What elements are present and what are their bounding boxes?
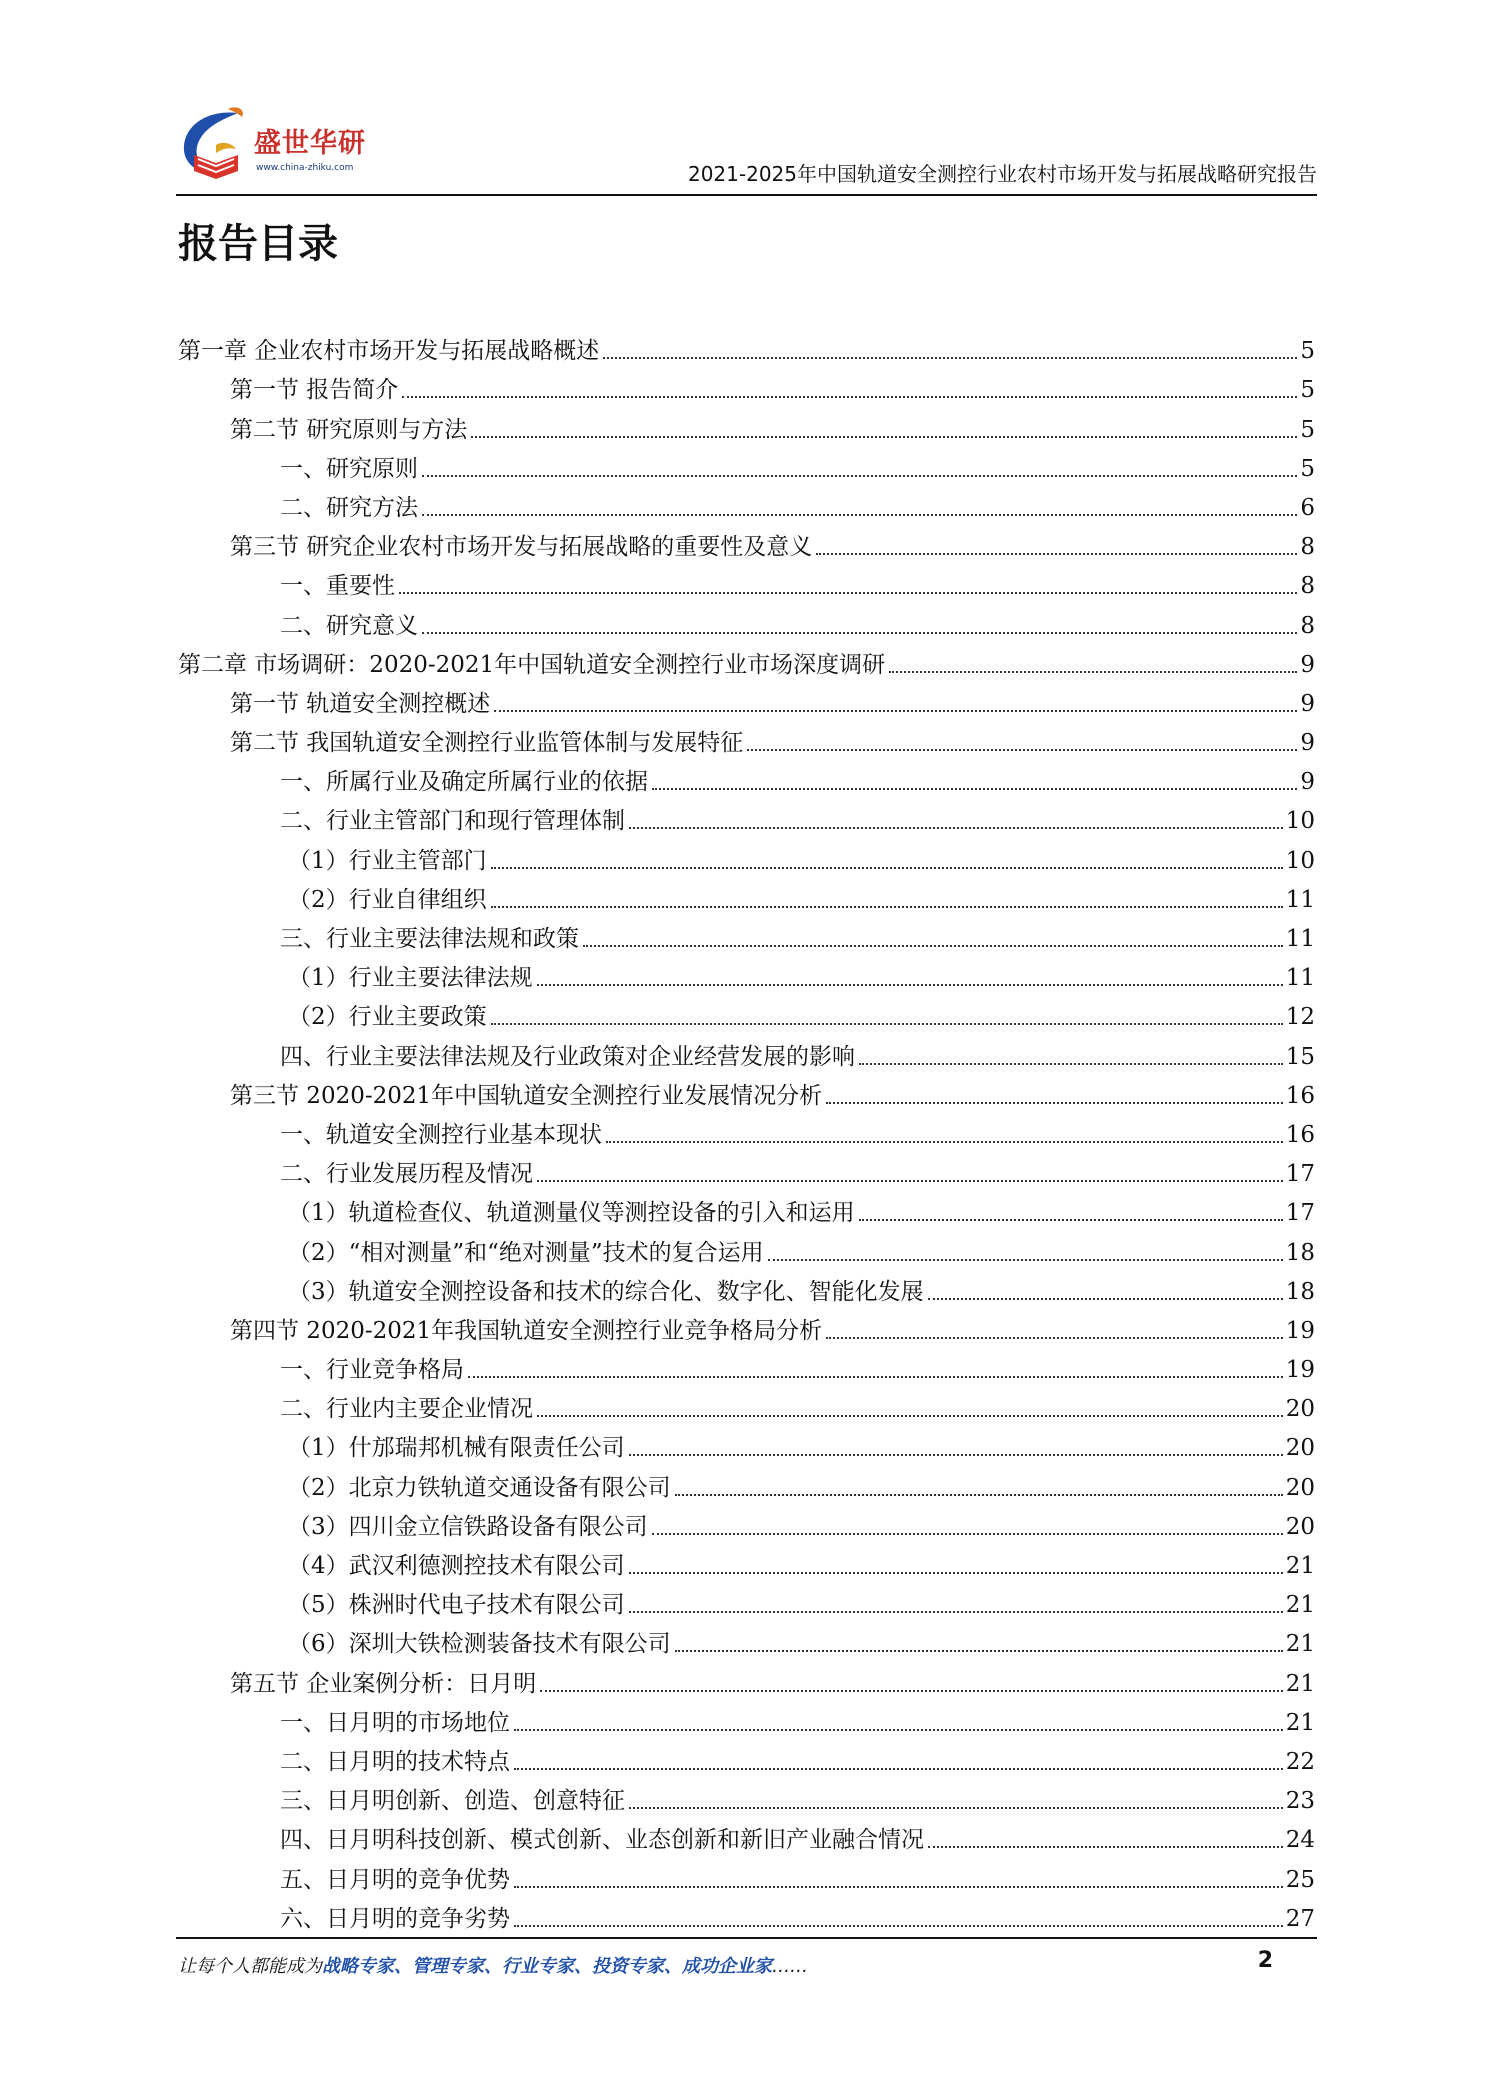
toc-entry-title: （5）株洲时代电子技术有限公司 xyxy=(288,1592,625,1619)
toc-entry-page: 18 xyxy=(1285,1239,1315,1266)
toc-entry-title: 一、研究原则 xyxy=(280,455,418,482)
toc-entry-page: 20 xyxy=(1285,1513,1315,1540)
toc-entry-title: 二、研究意义 xyxy=(280,612,418,639)
toc-entry-page: 9 xyxy=(1300,651,1315,678)
toc-dot-leader xyxy=(422,475,1297,477)
toc-entry-title: （6）深圳大铁检测装备技术有限公司 xyxy=(288,1631,671,1658)
toc-entry[interactable] xyxy=(178,1658,1315,1697)
toc-dot-leader xyxy=(491,906,1283,908)
toc-dot-leader xyxy=(889,671,1297,673)
toc-entry-title: 二、行业内主要企业情况 xyxy=(280,1396,533,1423)
toc-dot-leader xyxy=(652,1533,1283,1535)
toc-dot-leader xyxy=(422,632,1297,634)
toc-entry-page: 16 xyxy=(1285,1121,1315,1148)
toc-entry-title: 三、日月明创新、创造、创意特征 xyxy=(280,1788,625,1815)
toc-dot-leader xyxy=(537,1415,1283,1417)
toc-entry-title: 二、研究方法 xyxy=(280,494,418,521)
toc-entry[interactable] xyxy=(178,679,1315,718)
toc-dot-leader xyxy=(629,1454,1283,1456)
toc-entry-page: 17 xyxy=(1285,1161,1315,1188)
toc-entry-page: 12 xyxy=(1285,1004,1315,1031)
toc-dot-leader xyxy=(514,1886,1283,1888)
footer-slogan-prefix: 让每个人都能成为 xyxy=(178,1956,322,1977)
toc-entry-page: 11 xyxy=(1285,886,1315,913)
toc-entry[interactable] xyxy=(178,1031,1315,1070)
toc-entry-title: 四、行业主要法律法规及行业政策对企业经营发展的影响 xyxy=(280,1043,855,1070)
toc-entry[interactable] xyxy=(178,1776,1315,1815)
toc-entry-page: 16 xyxy=(1285,1082,1315,1109)
toc-entry-page: 19 xyxy=(1285,1357,1315,1384)
toc-entry-page: 25 xyxy=(1285,1866,1315,1893)
toc-entry-page: 5 xyxy=(1300,455,1315,482)
toc-entry-title: 二、行业主管部门和现行管理体制 xyxy=(280,808,625,835)
toc-entry-page: 24 xyxy=(1285,1827,1315,1854)
toc-entry-title: （2）行业自律组织 xyxy=(288,886,487,913)
toc-entry-title: 第三节 2020-2021年中国轨道安全测控行业发展情况分析 xyxy=(230,1082,823,1109)
toc-dot-leader xyxy=(603,357,1297,359)
toc-dot-leader xyxy=(629,1807,1283,1809)
toc-entry-title: （2）“相对测量”和“绝对测量”技术的复合运用 xyxy=(288,1239,764,1266)
toc-entry-page: 8 xyxy=(1300,573,1315,600)
toc-entry[interactable] xyxy=(178,600,1315,639)
toc-entry[interactable] xyxy=(178,1854,1315,1893)
toc-entry-title: 第一章 企业农村市场开发与拓展战略概述 xyxy=(178,338,600,365)
toc-entry[interactable] xyxy=(178,1619,1315,1658)
toc-entry-title: 一、重要性 xyxy=(280,573,395,600)
toc-entry-page: 19 xyxy=(1285,1317,1315,1344)
toc-dot-leader xyxy=(652,788,1297,790)
toc-entry-title: （2）行业主要政策 xyxy=(288,1004,487,1031)
footer-slogan-suffix: …… xyxy=(772,1956,808,1977)
toc-entry[interactable] xyxy=(178,1698,1315,1737)
toc-entry[interactable] xyxy=(178,1149,1315,1188)
toc-entry-page: 27 xyxy=(1285,1905,1315,1932)
toc-dot-leader xyxy=(514,1729,1283,1731)
toc-entry-page: 21 xyxy=(1285,1631,1315,1658)
toc-dot-leader xyxy=(514,1768,1283,1770)
toc-entry[interactable] xyxy=(178,1071,1315,1110)
toc-entry[interactable] xyxy=(178,640,1315,679)
toc-dot-leader xyxy=(816,553,1297,555)
toc-entry[interactable] xyxy=(178,1541,1315,1580)
page-number: 2 xyxy=(1257,1948,1273,1973)
toc-entry[interactable] xyxy=(178,1815,1315,1854)
toc-dot-leader xyxy=(537,984,1283,986)
toc-entry[interactable] xyxy=(178,404,1315,443)
toc-dot-leader xyxy=(491,867,1283,869)
toc-entry-page: 6 xyxy=(1300,494,1315,521)
toc-entry[interactable] xyxy=(178,365,1315,404)
toc-entry-title: 第一节 轨道安全测控概述 xyxy=(230,690,491,717)
logo-name: 盛世华研 xyxy=(254,128,366,159)
toc-entry[interactable] xyxy=(178,1306,1315,1345)
toc-entry-page: 15 xyxy=(1285,1043,1315,1070)
toc-entry[interactable] xyxy=(178,483,1315,522)
toc-entry[interactable] xyxy=(178,757,1315,796)
toc-entry[interactable] xyxy=(178,1737,1315,1776)
toc-entry-page: 21 xyxy=(1285,1553,1315,1579)
toc-entry[interactable] xyxy=(178,1267,1315,1306)
toc-dot-leader xyxy=(629,1572,1283,1574)
toc-entry[interactable] xyxy=(178,718,1315,757)
toc-entry[interactable] xyxy=(178,1580,1315,1619)
toc-entry-page: 21 xyxy=(1285,1670,1315,1697)
toc-dot-leader xyxy=(859,1063,1283,1065)
toc-entry[interactable] xyxy=(178,1384,1315,1423)
toc-entry-page: 9 xyxy=(1300,769,1315,796)
toc-entry[interactable] xyxy=(178,992,1315,1031)
toc-entry-page: 10 xyxy=(1285,847,1315,874)
toc-dot-leader xyxy=(928,1846,1283,1848)
toc-entry[interactable] xyxy=(178,1894,1315,1933)
toc-entry-title: 六、日月明的竞争劣势 xyxy=(280,1905,510,1932)
toc-entry-page: 20 xyxy=(1285,1396,1315,1423)
toc-dot-leader xyxy=(402,396,1297,398)
toc-entry[interactable] xyxy=(178,914,1315,953)
toc-dot-leader xyxy=(514,1925,1283,1927)
toc-entry-page: 18 xyxy=(1285,1278,1315,1305)
toc-entry-page: 22 xyxy=(1285,1748,1315,1775)
toc-entry[interactable] xyxy=(178,1188,1315,1227)
toc-entry[interactable] xyxy=(178,1110,1315,1149)
toc-entry-page: 8 xyxy=(1300,612,1315,639)
toc-entry-title: 二、日月明的技术特点 xyxy=(280,1748,510,1775)
toc-dot-leader xyxy=(826,1102,1283,1104)
toc-entry-title: （1）轨道检查仪、轨道测量仪等测控设备的引入和运用 xyxy=(288,1200,855,1227)
toc-dot-leader xyxy=(675,1494,1283,1496)
toc-entry-title: 第四节 2020-2021年我国轨道安全测控行业竞争格局分析 xyxy=(230,1317,823,1344)
footer-divider xyxy=(176,1937,1317,1939)
toc-dot-leader xyxy=(859,1219,1283,1221)
toc-entry-page: 17 xyxy=(1285,1200,1315,1227)
toc-entry-page: 21 xyxy=(1285,1592,1315,1619)
toc-entry-title: 第二节 我国轨道安全测控行业监管体制与发展特征 xyxy=(230,730,744,757)
toc-dot-leader xyxy=(629,827,1283,829)
toc-entry-title: 一、日月明的市场地位 xyxy=(280,1709,510,1736)
toc-entry[interactable] xyxy=(178,1423,1315,1462)
toc-entry-title: （2）北京力铁轨道交通设备有限公司 xyxy=(288,1474,671,1501)
report-title: 2021-2025年中国轨道安全测控行业农村市场开发与拓展战略研究报告 xyxy=(687,162,1317,186)
toc-dot-leader xyxy=(768,1259,1283,1261)
toc-dot-leader xyxy=(494,710,1297,712)
toc-entry[interactable] xyxy=(178,444,1315,483)
toc-entry[interactable] xyxy=(178,522,1315,561)
logo-swoosh-icon xyxy=(176,105,256,183)
toc-entry[interactable] xyxy=(178,561,1315,600)
table-of-contents xyxy=(178,326,1315,1933)
toc-dot-leader xyxy=(468,1376,1283,1378)
toc-entry[interactable] xyxy=(178,1502,1315,1541)
toc-dot-leader xyxy=(928,1298,1283,1300)
company-logo xyxy=(176,105,396,183)
toc-entry-page: 8 xyxy=(1300,534,1315,561)
toc-entry[interactable] xyxy=(178,1345,1315,1384)
toc-dot-leader xyxy=(422,514,1297,516)
toc-entry-title: 第五节 企业案例分析：日月明 xyxy=(230,1670,537,1697)
toc-entry-page: 10 xyxy=(1285,808,1315,835)
toc-entry-title: 五、日月明的竞争优势 xyxy=(280,1866,510,1893)
footer-slogan xyxy=(178,1952,808,1978)
toc-entry-title: 二、行业发展历程及情况 xyxy=(280,1161,533,1188)
toc-entry-title: 一、所属行业及确定所属行业的依据 xyxy=(280,769,648,796)
toc-entry-title: （1）行业主管部门 xyxy=(288,847,487,874)
toc-entry-page: 5 xyxy=(1300,416,1315,443)
toc-entry-page: 23 xyxy=(1285,1788,1315,1815)
toc-dot-leader xyxy=(471,436,1297,438)
footer-slogan-highlight: 战略专家、管理专家、行业专家、投资专家、成功企业家 xyxy=(322,1956,772,1977)
toc-entry[interactable] xyxy=(178,796,1315,835)
toc-dot-leader xyxy=(540,1690,1282,1692)
toc-entry-title: 第三节 研究企业农村市场开发与拓展战略的重要性及意义 xyxy=(230,534,813,561)
toc-dot-leader xyxy=(399,592,1297,594)
toc-dot-leader xyxy=(606,1141,1283,1143)
toc-entry-title: （4）武汉利德测控技术有限公司 xyxy=(288,1553,625,1579)
toc-dot-leader xyxy=(675,1650,1283,1652)
toc-entry[interactable] xyxy=(178,1462,1315,1501)
header-divider xyxy=(176,194,1317,196)
toc-dot-leader xyxy=(537,1180,1283,1182)
toc-entry-page: 9 xyxy=(1300,690,1315,717)
toc-entry-title: （1）什邡瑞邦机械有限责任公司 xyxy=(288,1435,625,1462)
toc-entry[interactable] xyxy=(178,326,1315,365)
toc-dot-leader xyxy=(826,1337,1283,1339)
toc-entry[interactable] xyxy=(178,1227,1315,1266)
toc-entry-page: 20 xyxy=(1285,1435,1315,1462)
toc-entry-page: 21 xyxy=(1285,1709,1315,1736)
page-title: 报告目录 xyxy=(178,221,338,267)
toc-dot-leader xyxy=(583,945,1283,947)
toc-entry-page: 5 xyxy=(1300,377,1315,404)
toc-entry[interactable] xyxy=(178,953,1315,992)
toc-entry-title: 一、轨道安全测控行业基本现状 xyxy=(280,1121,602,1148)
toc-entry-page: 5 xyxy=(1300,338,1315,365)
toc-entry-page: 9 xyxy=(1300,730,1315,757)
toc-entry-title: （3）四川金立信铁路设备有限公司 xyxy=(288,1513,648,1540)
toc-entry-title: 一、行业竞争格局 xyxy=(280,1357,464,1384)
toc-entry[interactable] xyxy=(178,835,1315,874)
toc-dot-leader xyxy=(629,1611,1283,1613)
toc-entry-title: 第二节 研究原则与方法 xyxy=(230,416,468,443)
toc-entry-title: （1）行业主要法律法规 xyxy=(288,965,533,992)
toc-dot-leader xyxy=(491,1023,1283,1025)
toc-entry-title: 四、日月明科技创新、模式创新、业态创新和新旧产业融合情况 xyxy=(280,1827,924,1854)
toc-dot-leader xyxy=(747,749,1297,751)
toc-entry-title: 第二章 市场调研：2020-2021年中国轨道安全测控行业市场深度调研 xyxy=(178,651,886,678)
toc-entry-page: 20 xyxy=(1285,1474,1315,1501)
toc-entry-title: 三、行业主要法律法规和政策 xyxy=(280,926,579,952)
logo-url: www.china-zhiku.com xyxy=(256,163,354,173)
toc-entry[interactable] xyxy=(178,875,1315,914)
toc-entry-page: 11 xyxy=(1285,965,1315,992)
toc-entry-title: 第一节 报告简介 xyxy=(230,377,399,404)
toc-entry-page: 11 xyxy=(1285,926,1315,952)
toc-entry-title: （3）轨道安全测控设备和技术的综合化、数字化、智能化发展 xyxy=(288,1278,924,1305)
